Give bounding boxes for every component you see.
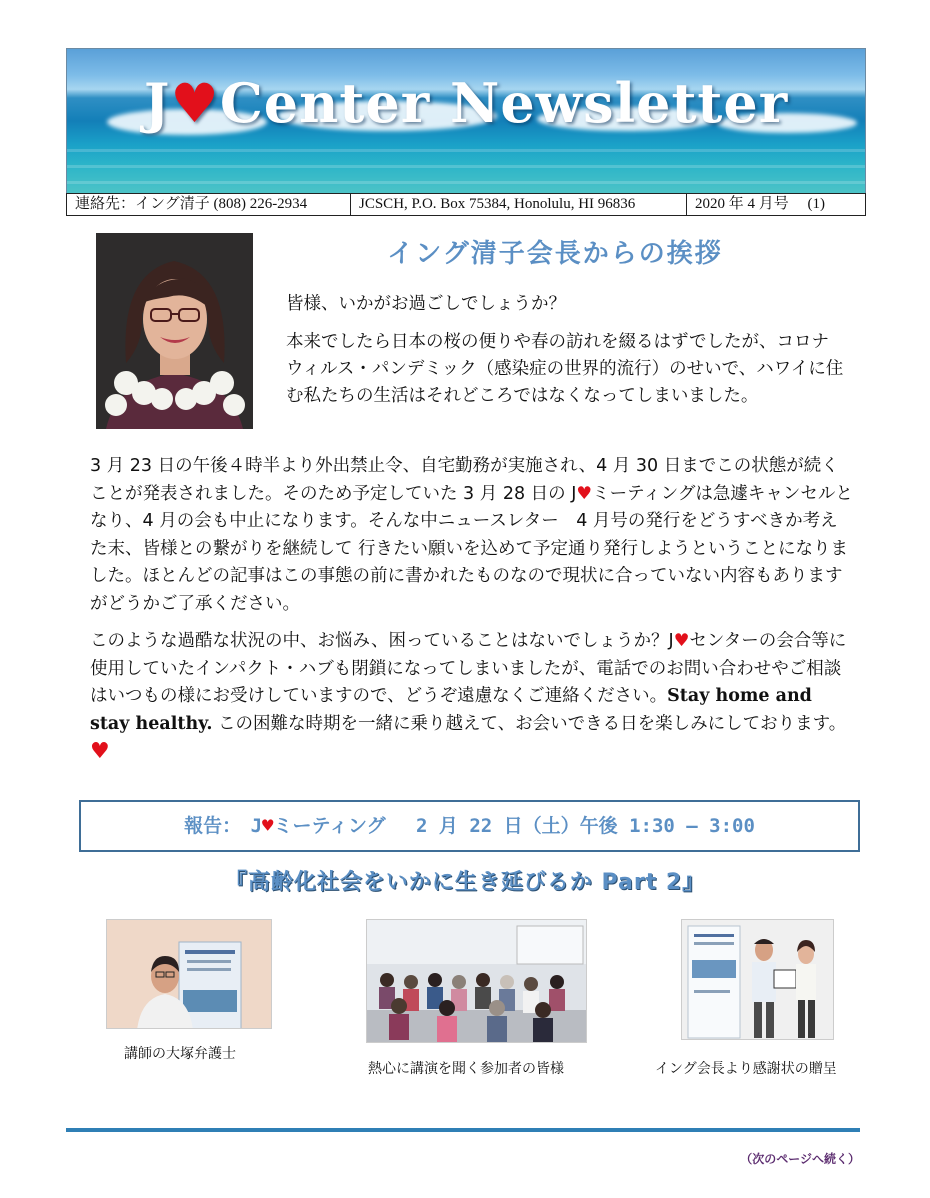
para3-text-a: このような過酷な状況の中、お悩み、困っていることはないでしょうか？J bbox=[90, 631, 674, 651]
report-prefix: 報告： J bbox=[184, 815, 263, 837]
footer-divider bbox=[66, 1128, 860, 1132]
greeting-paragraph-2 bbox=[90, 453, 855, 618]
heart-icon: ♥ bbox=[262, 815, 274, 837]
para3-text-b: センターの会合等に使用していたインパクト・ハブも閉鎖になってしまいましたが、電話でのお問い合わせやご相談はいつもの様にお受けしていますので、どうぞ遠慮なくご連絡ください。 bbox=[90, 631, 847, 706]
contact-row bbox=[66, 193, 866, 216]
greeting-title: イング清子会長からの挨拶 bbox=[387, 239, 723, 269]
award-photo bbox=[681, 919, 834, 1040]
title-rest: Center Newsletter bbox=[219, 71, 789, 135]
contact-address: JCSCH, P.O. Box 75384, Honolulu, HI 96836 bbox=[351, 194, 687, 215]
stay-home-text: Stay home and stay healthy. bbox=[90, 686, 812, 734]
newsletter-banner bbox=[66, 48, 866, 194]
issue-label: 2020 年 4 月号 (1) bbox=[695, 196, 825, 212]
heart-icon: ♥ bbox=[576, 483, 593, 504]
heart-icon: ♥ bbox=[170, 71, 220, 135]
title-prefix: J bbox=[143, 71, 171, 135]
report-details: ミーティング 2 月 22 日（土）午後 1:30 – 3:00 bbox=[273, 815, 755, 837]
para3-text-c: この困難な時期を一緒に乗り越えて、お会いできる日を楽しみにしております。 bbox=[212, 713, 847, 734]
continue-note: （次のページへ続く） bbox=[740, 1152, 860, 1166]
meeting-report-box bbox=[79, 800, 860, 852]
greeting-opening: 皆様、いかがお過ごしでしょうか？ bbox=[286, 294, 566, 314]
session-title: 『高齢化社会をいかに生き延びるか Part 2』 bbox=[224, 870, 706, 895]
photo-caption-audience: 熱心に講演を聞く参加者の皆様 bbox=[368, 1061, 564, 1077]
wave-decoration bbox=[67, 181, 865, 184]
contact-person: 連絡先：イング清子 (808) 226-2934 bbox=[67, 194, 351, 215]
greeting-paragraph-3 bbox=[90, 628, 855, 768]
heart-icon: ♥ bbox=[673, 631, 690, 651]
photo-caption-lecturer: 講師の大塚弁護士 bbox=[124, 1046, 236, 1062]
wave-decoration bbox=[67, 149, 865, 152]
greeting-paragraph-1: 本来でしたら日本の桜の便りや春の訪れを綴るはずでしたが、コロナウィルス・パンデミック（感染症の世界的流行）のせいで、ハワイに住む私たちの生活はそれどころではなくなってしまいました。 bbox=[286, 332, 844, 406]
para2-text-a: 3 月 23 日の午後４時半より外出禁止令、自宅勤務が実施され、4 月 30 日までこの状態が続くことが発表されました。そのため予定していた 3 月 28 日の J bbox=[90, 456, 839, 504]
lecturer-photo bbox=[106, 919, 272, 1029]
president-portrait-photo bbox=[96, 233, 253, 429]
audience-photo bbox=[366, 919, 587, 1043]
newsletter-title bbox=[67, 71, 865, 135]
para2-text-b: ミーティングは急遽キャンセルとなり、4 月の会も中止になります。そんな中ニュースレター 4 月号の発行をどうすべきか考えた末、皆様との繋がりを継続して 行きたい願いを込めて予定通り発行しようということになりました。ほとんどの記事はこの事態の前に書かれたものなので現状に合っていない内容もありますがどうかご了承ください。 bbox=[90, 483, 853, 614]
photo-caption-award: イング会長より感謝状の贈呈 bbox=[655, 1061, 837, 1077]
heart-icon: ♥ bbox=[90, 739, 110, 764]
wave-decoration bbox=[67, 165, 865, 168]
